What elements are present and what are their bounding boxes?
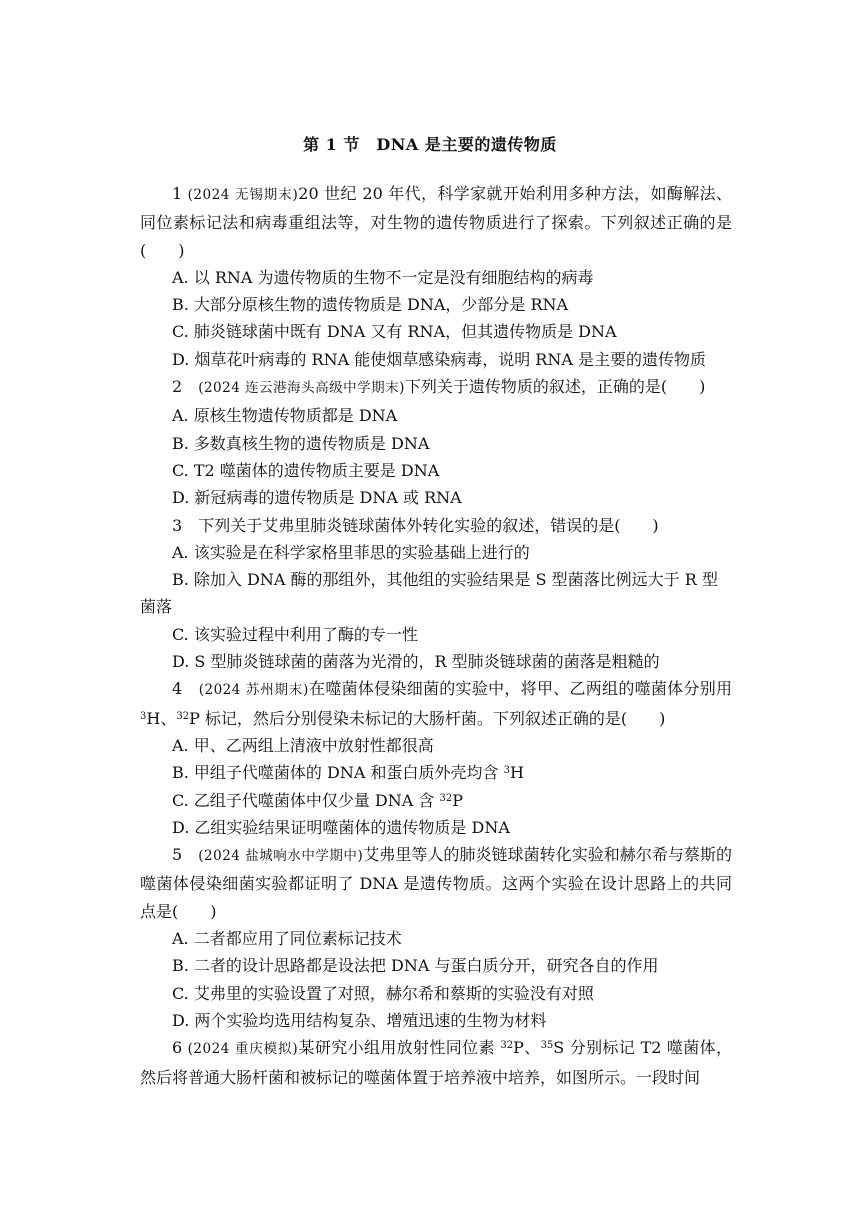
question-3-stem: [140, 512, 732, 539]
option-c: [140, 787, 732, 814]
question-source: (2024 盐城响水中学期中): [198, 848, 364, 865]
question-text: 20 世纪 20 年代，科学家就开始利用多种方法，如酶解法、同位素标记法和病毒重组法等，对生物的遗传物质进行了探索。下列叙述正确的是( ): [140, 184, 733, 260]
option-d: D. 两个实验均选用结构复杂、增殖迅速的生物为材料: [172, 1010, 547, 1030]
option-a: A. 该实验是在科学家格里菲思的实验基础上进行的: [172, 542, 530, 562]
isotope-mass-number: 32: [439, 792, 453, 804]
page-title: 第 1 节 DNA 是主要的遗传物质: [303, 135, 557, 154]
option-text: H: [509, 763, 524, 783]
question-text: P 标记，然后分别侵染未标记的大肠杆菌。下列叙述正确的是( ): [189, 708, 666, 728]
isotope-mass-number: 35: [540, 1040, 554, 1052]
option-b: B. 二者的设计思路都是设法把 DNA 与蛋白质分开，研究各自的作用: [172, 956, 659, 976]
option-a: A. 以 RNA 为遗传物质的生物不一定是没有细胞结构的病毒: [172, 267, 594, 287]
question-text: S 分别标记 T2 噬菌体，然后将普通大肠杆菌和被标记的噬菌体置于培养液中培养，如图所示。一段时间: [140, 1038, 733, 1087]
question-number: 4: [172, 679, 199, 699]
option-c: C. T2 噬菌体的遗传物质主要是 DNA: [172, 460, 440, 480]
question-text: H、: [146, 708, 177, 728]
isotope-mass-number: 3: [503, 765, 510, 777]
option-d: D. S 型肺炎链球菌的菌落为光滑的，R 型肺炎链球菌的菌落是粗糙的: [172, 652, 660, 672]
option-text: C. 乙组子代噬菌体中仅少量 DNA 含: [172, 790, 440, 810]
question-text: 在噬菌体侵染细菌的实验中，将甲、乙两组的噬菌体分别用: [308, 679, 732, 699]
question-number: 2: [172, 377, 199, 397]
question-list: [140, 180, 732, 1091]
option-c: C. 艾弗里的实验设置了对照，赫尔希和蔡斯的实验没有对照: [172, 983, 594, 1003]
question-number: 6: [172, 1038, 188, 1058]
question-text: 某研究小组用放射性同位素: [298, 1038, 501, 1058]
option-d: D. 新冠病毒的遗传物质是 DNA 或 RNA: [172, 488, 462, 508]
option-b: B. 多数真核生物的遗传物质是 DNA: [172, 433, 430, 453]
question-number: 1: [172, 184, 188, 203]
option-d: D. 乙组实验结果证明噬菌体的遗传物质是 DNA: [172, 817, 510, 837]
question-2-stem: [140, 373, 732, 402]
question-text: 下列关于艾弗里肺炎链球菌体外转化实验的叙述，错误的是( ): [198, 515, 659, 535]
option-a: A. 原核生物遗传物质都是 DNA: [172, 406, 398, 426]
isotope-mass-number: 32: [176, 710, 190, 722]
option-a: A. 二者都应用了同位素标记技术: [172, 929, 402, 949]
option-text: P: [452, 790, 463, 810]
option-text: B. 甲组子代噬菌体的 DNA 和蛋白质外壳均含: [172, 763, 504, 783]
question-number: 3: [172, 515, 199, 535]
question-1-stem: [140, 180, 732, 264]
option-b: B. 大部分原核生物的遗传物质是 DNA，少部分是 RNA: [172, 295, 569, 315]
question-text: P、: [513, 1038, 541, 1058]
option-a: A. 甲、乙两组上清液中放射性都很高: [172, 735, 434, 755]
option-b: B. 除加入 DNA 酶的那组外，其他组的实验结果是 S 型菌落比例远大于 R 型菌落: [140, 570, 718, 617]
question-4-stem: [140, 675, 732, 732]
question-source: (2024 重庆模拟): [187, 1041, 299, 1058]
question-6-stem: [140, 1034, 732, 1091]
question-source: (2024 无锡期末): [187, 187, 299, 203]
isotope-mass-number: 32: [500, 1040, 514, 1052]
question-text: 下列关于遗传物质的叙述，正确的是( ): [404, 377, 706, 397]
question-number: 5: [172, 845, 199, 865]
question-5-stem: [140, 841, 732, 925]
option-c: C. 肺炎链球菌中既有 DNA 又有 RNA，但其遗传物质是 DNA: [172, 322, 617, 342]
question-source: (2024 连云港海头高级中学期末): [198, 380, 405, 397]
question-text: 艾弗里等人的肺炎链球菌转化实验和赫尔希与蔡斯的噬菌体侵染细菌实验都证明了 DNA 是遗传物质。这两个实验在设计思路上的共同点是( ): [140, 845, 732, 921]
isotope-mass-number: 3: [140, 710, 147, 722]
option-c: C. 该实验过程中利用了酶的专一性: [172, 624, 418, 644]
option-b: [140, 759, 732, 786]
question-source: (2024 苏州期末): [198, 682, 309, 699]
option-d: D. 烟草花叶病毒的 RNA 能使烟草感染病毒，说明 RNA 是主要的遗传物质: [172, 349, 706, 369]
